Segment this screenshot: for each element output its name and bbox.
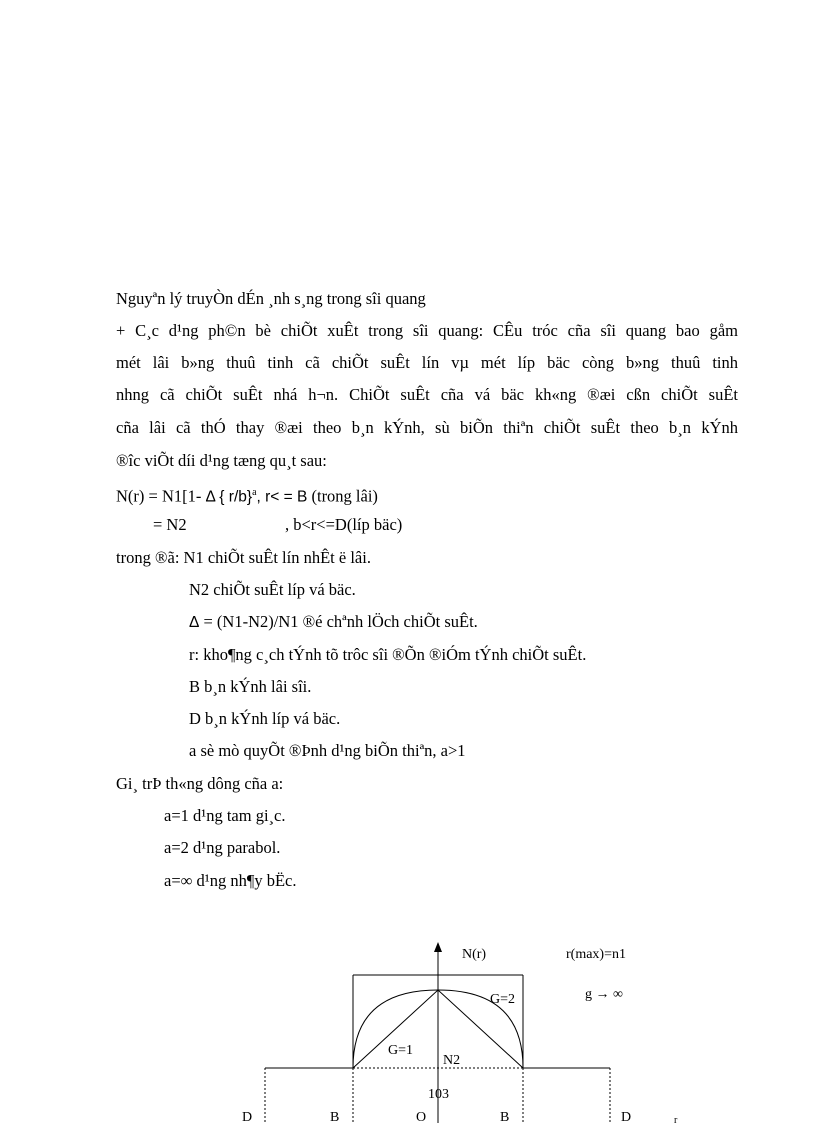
x-label-origin: O [416, 1110, 427, 1123]
paragraph-line: + C¸c d¹ng ph©n bè chiÕt xuÊt trong sîi quang: CÊu tróc cña sîi quang bao gåm [116, 321, 738, 340]
x-axis-r-label: r [674, 1115, 678, 1123]
formula-note: (trong lâi) [307, 486, 378, 506]
parabolic-label: G=2 [490, 992, 516, 1007]
definition-b: B b¸n kÝnh lâi sîi. [189, 677, 312, 696]
x-label-d-left: D [242, 1110, 253, 1123]
max-index-label: r(max)=n1 [566, 947, 626, 962]
value-item: a=∞ d¹ng nh¶y bËc. [164, 871, 297, 890]
paragraph-line: mét lâi b»ng thuû tinh cã chiÕt suÊt lín vµ mét líp bäc còng b»ng thuû tinh [116, 353, 738, 372]
definition-d: D b¸n kÝnh líp vá bäc. [189, 709, 341, 728]
triangular-label: G=1 [388, 1043, 414, 1058]
formula-part: N(r) = N1[1- [116, 486, 206, 506]
definition-r: r: kho¶ng c¸ch tÝnh tõ trôc sîi ®Õn ®iÓm tÝnh chiÕt suÊt. [189, 645, 587, 664]
formula-line-2-lhs: = N2 [153, 515, 187, 534]
x-label-d-right: D [621, 1110, 632, 1123]
delta-symbol: Δ [189, 614, 200, 631]
document-title: Nguyªn lý truyÒn dÉn ¸nh s¸ng trong sîi quang [116, 289, 426, 308]
definition-delta-text: = (N1-N2)/N1 ®é chªnh lÖch chiÕt suÊt. [199, 612, 478, 631]
value-item: a=1 d¹ng tam gi¸c. [164, 806, 286, 825]
paragraph-line: ®îc viÕt díi d¹ng tæng qu¸t sau: [116, 451, 327, 470]
n2-label: N2 [443, 1053, 461, 1068]
page-number: 103 [428, 1087, 449, 1102]
formula-delta: Δ { r/b} [205, 488, 253, 506]
step-profile-label: g → ∞ [585, 987, 623, 1002]
definition-n2: N2 chiÕt suÊt líp vá bäc. [189, 580, 356, 599]
formula-line-2-rhs: , b<r<=D(líp bäc) [285, 515, 403, 534]
values-title: Gi¸ trÞ th«ng dông cña a: [116, 774, 284, 793]
where-line: trong ®ã: N1 chiÕt suÊt lín nhÊt ë lâi. [116, 548, 371, 567]
formula-exponent: a [252, 487, 257, 498]
y-axis-arrow [434, 942, 442, 952]
value-item: a=2 d¹ng parabol. [164, 838, 281, 857]
x-label-b-left: B [330, 1110, 340, 1123]
definition-a: a sè mò quyÕt ®Þnh d¹ng biÕn thiªn, a>1 [189, 741, 466, 760]
paragraph-line: cña lâi cã thÓ thay ®æi theo b¸n kÝnh, sù biÕn thiªn chiÕt suÊt theo b¸n kÝnh [116, 418, 738, 437]
formula-condition: , r< = B [256, 488, 308, 506]
y-axis-label: N(r) [462, 947, 487, 962]
x-label-b-right: B [500, 1110, 510, 1123]
paragraph-line: nhng cã chiÕt suÊt nhá h¬n. ChiÕt suÊt cña vá bäc kh«ng ®æi cßn chiÕt suÊt [116, 385, 738, 404]
